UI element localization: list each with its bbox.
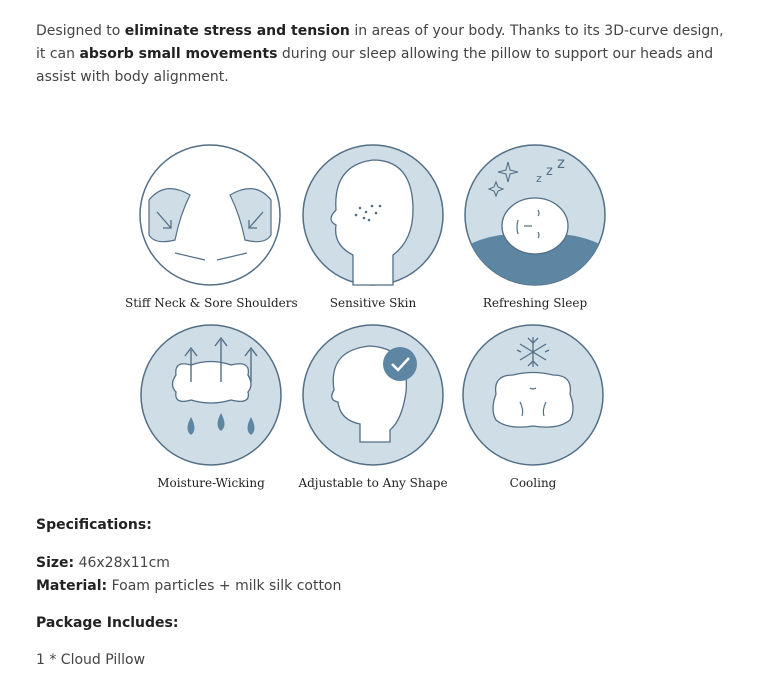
feature-label: Adjustable to Any Shape: [298, 476, 448, 490]
snowflake-icon: [458, 320, 608, 470]
feature-sensitive-skin: [288, 140, 458, 310]
spec-size-value: 46x28x11cm: [74, 555, 170, 571]
intro-text-2: in areas of your body. Thanks to its 3D-curve design, it can: [36, 23, 724, 62]
feature-label: Refreshing Sleep: [482, 296, 588, 310]
package-heading: Package Includes:: [36, 615, 179, 631]
feature-label: Sensitive Skin: [329, 296, 417, 310]
head-check-icon: [298, 320, 448, 470]
feature-adjustable-shape: [288, 320, 458, 490]
spec-size: [36, 555, 170, 571]
intro-text-1: Designed to: [36, 23, 125, 39]
package-item: 1 * Cloud Pillow: [36, 652, 146, 668]
spec-material-label: Material:: [36, 578, 108, 594]
feature-moisture-wicking: [126, 320, 296, 490]
spec-size-label: Size:: [36, 555, 75, 571]
specifications-heading: Specifications:: [36, 517, 152, 533]
intro-bold-2: absorb small movements: [79, 46, 278, 62]
intro-paragraph: [36, 20, 726, 89]
spec-material-value: Foam particles + milk silk cotton: [107, 578, 342, 594]
moisture-icon: [136, 320, 286, 470]
face-icon: [298, 140, 448, 290]
svg-text:z: z: [536, 172, 542, 185]
shoulders-icon: [135, 140, 285, 290]
feature-grid: [125, 140, 620, 500]
svg-text:z: z: [546, 164, 553, 179]
svg-text:z: z: [557, 154, 565, 172]
feature-refreshing-sleep: [450, 140, 620, 310]
feature-cooling: [448, 320, 618, 490]
spec-material: [36, 578, 341, 594]
intro-text-3: during our sleep allowing the pillow to support our heads and assist with body alignment.: [36, 46, 714, 85]
feature-label: Moisture-Wicking: [157, 476, 265, 490]
feature-stiff-neck: [125, 140, 298, 310]
feature-label: Stiff Neck & Sore Shoulders: [125, 296, 298, 310]
feature-label: Cooling: [509, 476, 557, 490]
sleep-icon: [460, 140, 610, 290]
intro-bold-1: eliminate stress and tension: [124, 23, 350, 39]
